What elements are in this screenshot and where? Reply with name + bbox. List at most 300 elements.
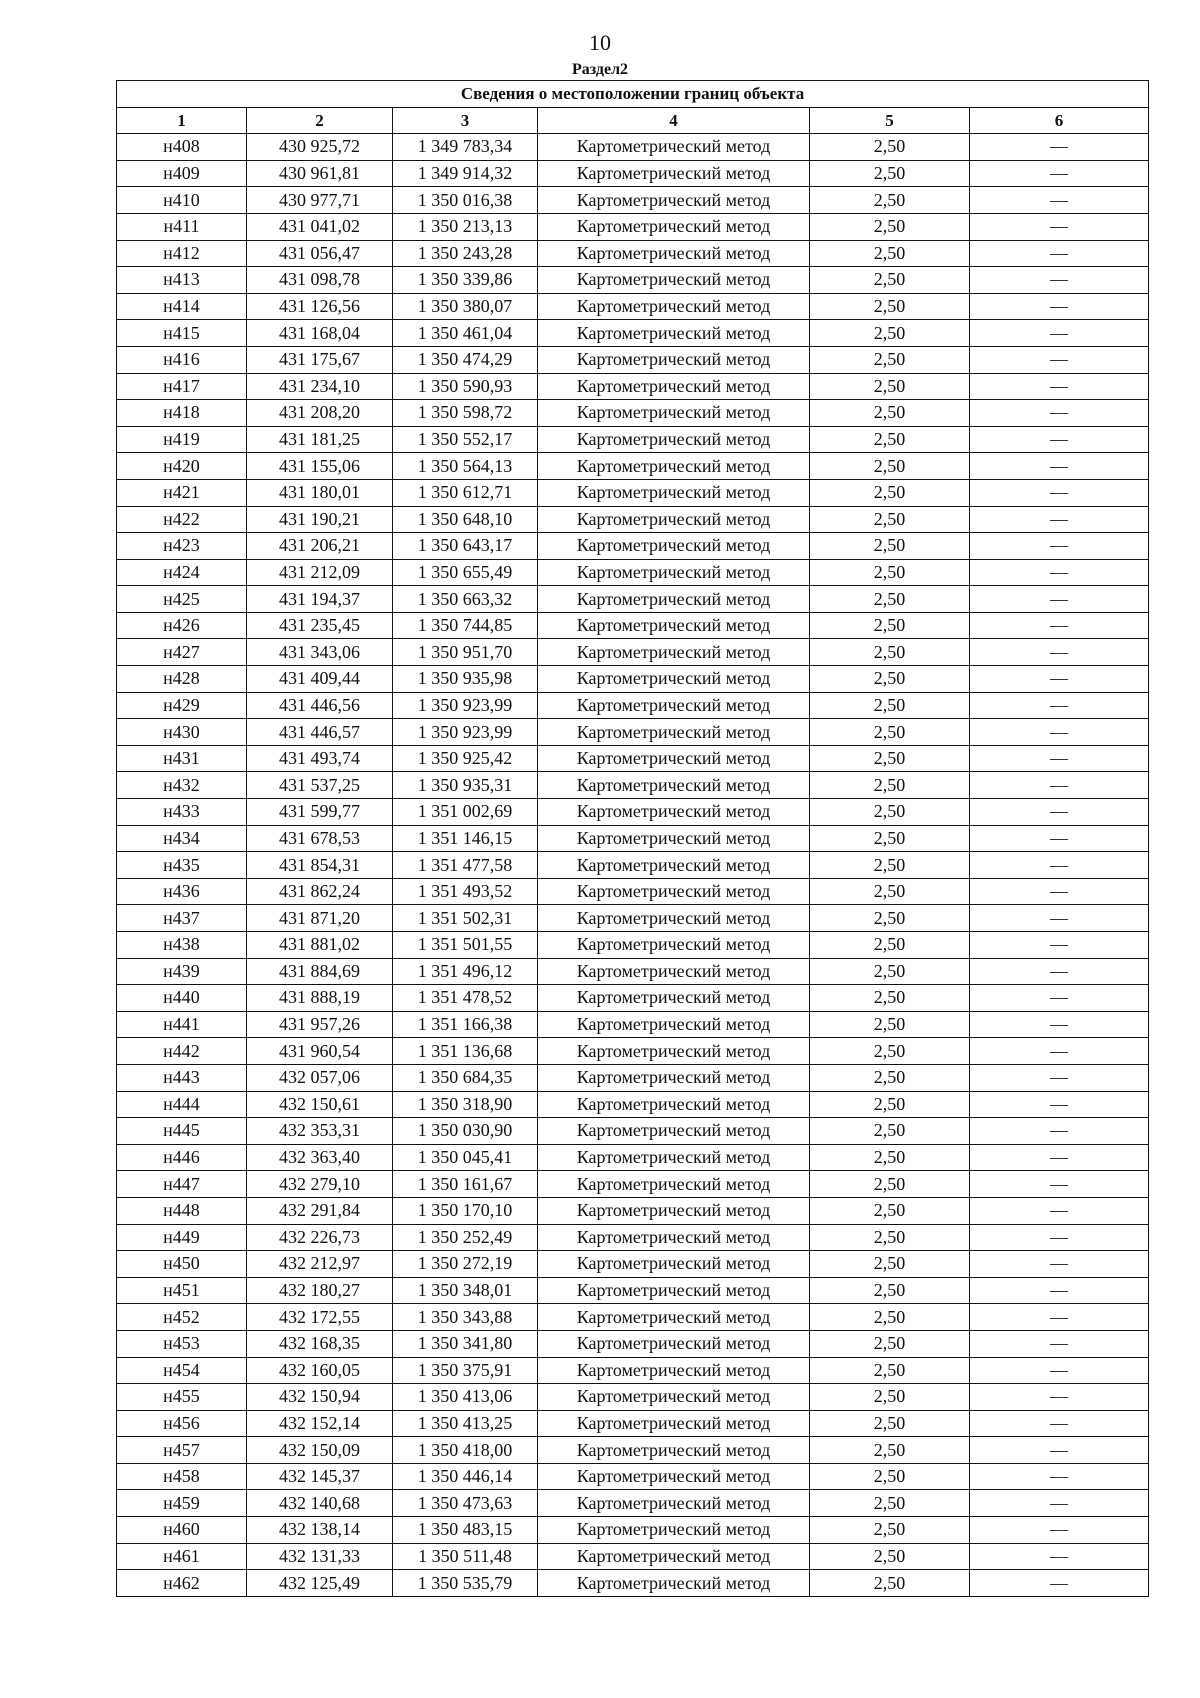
- x-coordinate-cell: 432 150,09: [247, 1437, 393, 1464]
- y-coordinate-cell: 1 350 923,99: [393, 719, 538, 746]
- point-number-cell: н459: [117, 1490, 247, 1517]
- x-coordinate-cell: 432 138,14: [247, 1517, 393, 1544]
- x-coordinate-cell: 430 925,72: [247, 134, 393, 161]
- method-cell: Картометрический метод: [538, 1463, 810, 1490]
- accuracy-cell: 2,50: [810, 1144, 970, 1171]
- accuracy-cell: 2,50: [810, 160, 970, 187]
- note-cell: —: [970, 586, 1149, 613]
- table-row: [117, 1197, 1149, 1224]
- point-number-cell: н423: [117, 533, 247, 560]
- x-coordinate-cell: 430 961,81: [247, 160, 393, 187]
- y-coordinate-cell: 1 350 648,10: [393, 506, 538, 533]
- y-coordinate-cell: 1 350 552,17: [393, 426, 538, 453]
- y-coordinate-cell: 1 351 502,31: [393, 905, 538, 932]
- accuracy-cell: 2,50: [810, 852, 970, 879]
- method-cell: Картометрический метод: [538, 719, 810, 746]
- x-coordinate-cell: 431 884,69: [247, 958, 393, 985]
- point-number-cell: н458: [117, 1463, 247, 1490]
- note-cell: —: [970, 506, 1149, 533]
- method-cell: Картометрический метод: [538, 400, 810, 427]
- y-coordinate-cell: 1 350 535,79: [393, 1570, 538, 1597]
- x-coordinate-cell: 431 206,21: [247, 533, 393, 560]
- point-number-cell: н453: [117, 1330, 247, 1357]
- point-number-cell: н441: [117, 1011, 247, 1038]
- x-coordinate-cell: 432 150,94: [247, 1384, 393, 1411]
- y-coordinate-cell: 1 350 935,31: [393, 772, 538, 799]
- table-row: [117, 612, 1149, 639]
- table-row: [117, 1011, 1149, 1038]
- y-coordinate-cell: 1 350 663,32: [393, 586, 538, 613]
- accuracy-cell: 2,50: [810, 506, 970, 533]
- x-coordinate-cell: 431 881,02: [247, 932, 393, 959]
- x-coordinate-cell: 431 194,37: [247, 586, 393, 613]
- method-cell: Картометрический метод: [538, 612, 810, 639]
- accuracy-cell: 2,50: [810, 666, 970, 693]
- point-number-cell: н462: [117, 1570, 247, 1597]
- point-number-cell: н447: [117, 1171, 247, 1198]
- note-cell: —: [970, 426, 1149, 453]
- method-cell: Картометрический метод: [538, 533, 810, 560]
- note-cell: —: [970, 346, 1149, 373]
- y-coordinate-cell: 1 350 655,49: [393, 559, 538, 586]
- method-cell: Картометрический метод: [538, 1091, 810, 1118]
- table-row: [117, 240, 1149, 267]
- x-coordinate-cell: 431 888,19: [247, 985, 393, 1012]
- accuracy-cell: 2,50: [810, 612, 970, 639]
- method-cell: Картометрический метод: [538, 958, 810, 985]
- y-coordinate-cell: 1 351 002,69: [393, 799, 538, 826]
- page-number: 10: [589, 30, 611, 55]
- y-coordinate-cell: 1 350 598,72: [393, 400, 538, 427]
- y-coordinate-cell: 1 350 413,25: [393, 1410, 538, 1437]
- method-cell: Картометрический метод: [538, 453, 810, 480]
- accuracy-cell: 2,50: [810, 799, 970, 826]
- y-coordinate-cell: 1 350 213,13: [393, 213, 538, 240]
- point-number-cell: н456: [117, 1410, 247, 1437]
- method-cell: Картометрический метод: [538, 1197, 810, 1224]
- table-row: [117, 1091, 1149, 1118]
- y-coordinate-cell: 1 350 473,63: [393, 1490, 538, 1517]
- point-number-cell: н432: [117, 772, 247, 799]
- accuracy-cell: 2,50: [810, 905, 970, 932]
- x-coordinate-cell: 431 446,57: [247, 719, 393, 746]
- method-cell: Картометрический метод: [538, 1357, 810, 1384]
- x-coordinate-cell: 431 854,31: [247, 852, 393, 879]
- y-coordinate-cell: 1 350 612,71: [393, 479, 538, 506]
- method-cell: Картометрический метод: [538, 1144, 810, 1171]
- note-cell: —: [970, 373, 1149, 400]
- table-row: [117, 1517, 1149, 1544]
- point-number-cell: н435: [117, 852, 247, 879]
- x-coordinate-cell: 432 057,06: [247, 1064, 393, 1091]
- note-cell: —: [970, 187, 1149, 214]
- method-cell: Картометрический метод: [538, 985, 810, 1012]
- accuracy-cell: 2,50: [810, 985, 970, 1012]
- accuracy-cell: 2,50: [810, 373, 970, 400]
- accuracy-cell: 2,50: [810, 958, 970, 985]
- x-coordinate-cell: 432 291,84: [247, 1197, 393, 1224]
- column-header-4: 4: [538, 107, 810, 134]
- method-cell: Картометрический метод: [538, 932, 810, 959]
- accuracy-cell: 2,50: [810, 453, 970, 480]
- accuracy-cell: 2,50: [810, 240, 970, 267]
- note-cell: —: [970, 1197, 1149, 1224]
- point-number-cell: н418: [117, 400, 247, 427]
- table-row: [117, 1144, 1149, 1171]
- x-coordinate-cell: 431 181,25: [247, 426, 393, 453]
- point-number-cell: н421: [117, 479, 247, 506]
- accuracy-cell: 2,50: [810, 1357, 970, 1384]
- table-row: [117, 453, 1149, 480]
- table-row: [117, 1463, 1149, 1490]
- point-number-cell: н444: [117, 1091, 247, 1118]
- point-number-cell: н438: [117, 932, 247, 959]
- column-header-5: 5: [810, 107, 970, 134]
- column-number-row: [117, 107, 1149, 134]
- note-cell: —: [970, 772, 1149, 799]
- table-row: [117, 1490, 1149, 1517]
- table-row: [117, 586, 1149, 613]
- method-cell: Картометрический метод: [538, 1064, 810, 1091]
- accuracy-cell: 2,50: [810, 1118, 970, 1145]
- accuracy-cell: 2,50: [810, 346, 970, 373]
- x-coordinate-cell: 432 279,10: [247, 1171, 393, 1198]
- method-cell: Картометрический метод: [538, 745, 810, 772]
- x-coordinate-cell: 432 363,40: [247, 1144, 393, 1171]
- table-row: [117, 1570, 1149, 1597]
- accuracy-cell: 2,50: [810, 213, 970, 240]
- x-coordinate-cell: 431 041,02: [247, 213, 393, 240]
- accuracy-cell: 2,50: [810, 1011, 970, 1038]
- table-row: [117, 692, 1149, 719]
- x-coordinate-cell: 431 343,06: [247, 639, 393, 666]
- x-coordinate-cell: 432 226,73: [247, 1224, 393, 1251]
- method-cell: Картометрический метод: [538, 1543, 810, 1570]
- accuracy-cell: 2,50: [810, 1251, 970, 1278]
- note-cell: —: [970, 400, 1149, 427]
- point-number-cell: н431: [117, 745, 247, 772]
- section-title: Раздел2: [571, 61, 629, 78]
- y-coordinate-cell: 1 350 030,90: [393, 1118, 538, 1145]
- point-number-cell: н419: [117, 426, 247, 453]
- y-coordinate-cell: 1 350 413,06: [393, 1384, 538, 1411]
- y-coordinate-cell: 1 350 170,10: [393, 1197, 538, 1224]
- note-cell: —: [970, 1277, 1149, 1304]
- note-cell: —: [970, 320, 1149, 347]
- table-row: [117, 878, 1149, 905]
- y-coordinate-cell: 1 350 341,80: [393, 1330, 538, 1357]
- y-coordinate-cell: 1 350 951,70: [393, 639, 538, 666]
- table-row: [117, 559, 1149, 586]
- point-number-cell: н411: [117, 213, 247, 240]
- y-coordinate-cell: 1 349 783,34: [393, 134, 538, 161]
- method-cell: Картометрический метод: [538, 506, 810, 533]
- table-row: [117, 506, 1149, 533]
- table-row: [117, 1410, 1149, 1437]
- method-cell: Картометрический метод: [538, 586, 810, 613]
- table-row: [117, 160, 1149, 187]
- method-cell: Картометрический метод: [538, 1570, 810, 1597]
- x-coordinate-cell: 431 957,26: [247, 1011, 393, 1038]
- point-number-cell: н452: [117, 1304, 247, 1331]
- x-coordinate-cell: 432 172,55: [247, 1304, 393, 1331]
- note-cell: —: [970, 1091, 1149, 1118]
- table-row: [117, 799, 1149, 826]
- y-coordinate-cell: 1 350 272,19: [393, 1251, 538, 1278]
- y-coordinate-cell: 1 351 136,68: [393, 1038, 538, 1065]
- table-row: [117, 1064, 1149, 1091]
- accuracy-cell: 2,50: [810, 1171, 970, 1198]
- accuracy-cell: 2,50: [810, 1224, 970, 1251]
- point-number-cell: н442: [117, 1038, 247, 1065]
- method-cell: Картометрический метод: [538, 559, 810, 586]
- method-cell: Картометрический метод: [538, 852, 810, 879]
- point-number-cell: н433: [117, 799, 247, 826]
- x-coordinate-cell: 432 353,31: [247, 1118, 393, 1145]
- point-number-cell: н443: [117, 1064, 247, 1091]
- note-cell: —: [970, 267, 1149, 294]
- point-number-cell: н410: [117, 187, 247, 214]
- accuracy-cell: 2,50: [810, 479, 970, 506]
- table-row: [117, 825, 1149, 852]
- x-coordinate-cell: 432 125,49: [247, 1570, 393, 1597]
- x-coordinate-cell: 432 168,35: [247, 1330, 393, 1357]
- note-cell: —: [970, 932, 1149, 959]
- point-number-cell: н451: [117, 1277, 247, 1304]
- x-coordinate-cell: 432 145,37: [247, 1463, 393, 1490]
- table-row: [117, 320, 1149, 347]
- method-cell: Картометрический метод: [538, 373, 810, 400]
- note-cell: —: [970, 1118, 1149, 1145]
- table-row: [117, 905, 1149, 932]
- x-coordinate-cell: 431 190,21: [247, 506, 393, 533]
- accuracy-cell: 2,50: [810, 1543, 970, 1570]
- accuracy-cell: 2,50: [810, 639, 970, 666]
- accuracy-cell: 2,50: [810, 187, 970, 214]
- y-coordinate-cell: 1 351 496,12: [393, 958, 538, 985]
- accuracy-cell: 2,50: [810, 1490, 970, 1517]
- table-row: [117, 373, 1149, 400]
- note-cell: —: [970, 905, 1149, 932]
- point-number-cell: н425: [117, 586, 247, 613]
- method-cell: Картометрический метод: [538, 1410, 810, 1437]
- table-row: [117, 852, 1149, 879]
- accuracy-cell: 2,50: [810, 426, 970, 453]
- point-number-cell: н428: [117, 666, 247, 693]
- x-coordinate-cell: 432 131,33: [247, 1543, 393, 1570]
- note-cell: —: [970, 745, 1149, 772]
- y-coordinate-cell: 1 351 478,52: [393, 985, 538, 1012]
- method-cell: Картометрический метод: [538, 666, 810, 693]
- table-row: [117, 134, 1149, 161]
- y-coordinate-cell: 1 350 343,88: [393, 1304, 538, 1331]
- x-coordinate-cell: 431 235,45: [247, 612, 393, 639]
- table-row: [117, 1304, 1149, 1331]
- x-coordinate-cell: 432 180,27: [247, 1277, 393, 1304]
- y-coordinate-cell: 1 350 511,48: [393, 1543, 538, 1570]
- accuracy-cell: 2,50: [810, 1330, 970, 1357]
- point-number-cell: н436: [117, 878, 247, 905]
- point-number-cell: н415: [117, 320, 247, 347]
- point-number-cell: н408: [117, 134, 247, 161]
- method-cell: Картометрический метод: [538, 134, 810, 161]
- y-coordinate-cell: 1 350 016,38: [393, 187, 538, 214]
- point-number-cell: н417: [117, 373, 247, 400]
- note-cell: —: [970, 1463, 1149, 1490]
- y-coordinate-cell: 1 350 348,01: [393, 1277, 538, 1304]
- point-number-cell: н445: [117, 1118, 247, 1145]
- x-coordinate-cell: 432 140,68: [247, 1490, 393, 1517]
- method-cell: Картометрический метод: [538, 320, 810, 347]
- accuracy-cell: 2,50: [810, 772, 970, 799]
- accuracy-cell: 2,50: [810, 400, 970, 427]
- method-cell: Картометрический метод: [538, 1251, 810, 1278]
- note-cell: —: [970, 958, 1149, 985]
- note-cell: —: [970, 612, 1149, 639]
- point-number-cell: н430: [117, 719, 247, 746]
- note-cell: —: [970, 692, 1149, 719]
- y-coordinate-cell: 1 350 684,35: [393, 1064, 538, 1091]
- x-coordinate-cell: 431 126,56: [247, 293, 393, 320]
- point-number-cell: н427: [117, 639, 247, 666]
- method-cell: Картометрический метод: [538, 1171, 810, 1198]
- method-cell: Картометрический метод: [538, 1118, 810, 1145]
- note-cell: —: [970, 1410, 1149, 1437]
- x-coordinate-cell: 431 155,06: [247, 453, 393, 480]
- note-cell: —: [970, 213, 1149, 240]
- table-row: [117, 1251, 1149, 1278]
- method-cell: Картометрический метод: [538, 1437, 810, 1464]
- y-coordinate-cell: 1 350 925,42: [393, 745, 538, 772]
- y-coordinate-cell: 1 350 923,99: [393, 692, 538, 719]
- method-cell: Картометрический метод: [538, 1038, 810, 1065]
- accuracy-cell: 2,50: [810, 1570, 970, 1597]
- table-row: [117, 745, 1149, 772]
- y-coordinate-cell: 1 350 339,86: [393, 267, 538, 294]
- x-coordinate-cell: 431 212,09: [247, 559, 393, 586]
- note-cell: —: [970, 1490, 1149, 1517]
- accuracy-cell: 2,50: [810, 1410, 970, 1437]
- accuracy-cell: 2,50: [810, 1517, 970, 1544]
- table-row: [117, 1384, 1149, 1411]
- y-coordinate-cell: 1 350 418,00: [393, 1437, 538, 1464]
- method-cell: Картометрический метод: [538, 346, 810, 373]
- accuracy-cell: 2,50: [810, 134, 970, 161]
- note-cell: —: [970, 134, 1149, 161]
- accuracy-cell: 2,50: [810, 559, 970, 586]
- y-coordinate-cell: 1 349 914,32: [393, 160, 538, 187]
- method-cell: Картометрический метод: [538, 639, 810, 666]
- x-coordinate-cell: 431 493,74: [247, 745, 393, 772]
- x-coordinate-cell: 431 409,44: [247, 666, 393, 693]
- accuracy-cell: 2,50: [810, 878, 970, 905]
- point-number-cell: н450: [117, 1251, 247, 1278]
- table-row: [117, 533, 1149, 560]
- point-number-cell: н437: [117, 905, 247, 932]
- point-number-cell: н454: [117, 1357, 247, 1384]
- method-cell: Картометрический метод: [538, 692, 810, 719]
- method-cell: Картометрический метод: [538, 799, 810, 826]
- note-cell: —: [970, 453, 1149, 480]
- y-coordinate-cell: 1 350 590,93: [393, 373, 538, 400]
- y-coordinate-cell: 1 351 477,58: [393, 852, 538, 879]
- point-number-cell: н429: [117, 692, 247, 719]
- accuracy-cell: 2,50: [810, 1277, 970, 1304]
- method-cell: Картометрический метод: [538, 1490, 810, 1517]
- table-row: [117, 426, 1149, 453]
- accuracy-cell: 2,50: [810, 932, 970, 959]
- table-row: [117, 1277, 1149, 1304]
- table-caption: Сведения о местоположении границ объекта: [117, 81, 1149, 108]
- method-cell: Картометрический метод: [538, 905, 810, 932]
- point-number-cell: н434: [117, 825, 247, 852]
- accuracy-cell: 2,50: [810, 719, 970, 746]
- x-coordinate-cell: 431 180,01: [247, 479, 393, 506]
- column-header-1: 1: [117, 107, 247, 134]
- table-row: [117, 293, 1149, 320]
- note-cell: —: [970, 825, 1149, 852]
- note-cell: —: [970, 1224, 1149, 1251]
- y-coordinate-cell: 1 350 446,14: [393, 1463, 538, 1490]
- method-cell: Картометрический метод: [538, 213, 810, 240]
- y-coordinate-cell: 1 350 380,07: [393, 293, 538, 320]
- method-cell: Картометрический метод: [538, 1517, 810, 1544]
- y-coordinate-cell: 1 350 375,91: [393, 1357, 538, 1384]
- x-coordinate-cell: 431 234,10: [247, 373, 393, 400]
- note-cell: —: [970, 160, 1149, 187]
- column-header-2: 2: [247, 107, 393, 134]
- table-row: [117, 400, 1149, 427]
- method-cell: Картометрический метод: [538, 187, 810, 214]
- x-coordinate-cell: 432 152,14: [247, 1410, 393, 1437]
- accuracy-cell: 2,50: [810, 320, 970, 347]
- x-coordinate-cell: 431 599,77: [247, 799, 393, 826]
- table-row: [117, 639, 1149, 666]
- table-row: [117, 1330, 1149, 1357]
- accuracy-cell: 2,50: [810, 1384, 970, 1411]
- point-number-cell: н426: [117, 612, 247, 639]
- point-number-cell: н422: [117, 506, 247, 533]
- accuracy-cell: 2,50: [810, 692, 970, 719]
- method-cell: Картометрический метод: [538, 267, 810, 294]
- note-cell: —: [970, 985, 1149, 1012]
- note-cell: —: [970, 1011, 1149, 1038]
- method-cell: Картометрический метод: [538, 240, 810, 267]
- accuracy-cell: 2,50: [810, 533, 970, 560]
- note-cell: —: [970, 293, 1149, 320]
- note-cell: —: [970, 639, 1149, 666]
- note-cell: —: [970, 559, 1149, 586]
- note-cell: —: [970, 1038, 1149, 1065]
- x-coordinate-cell: 431 862,24: [247, 878, 393, 905]
- x-coordinate-cell: 431 098,78: [247, 267, 393, 294]
- note-cell: —: [970, 666, 1149, 693]
- x-coordinate-cell: 430 977,71: [247, 187, 393, 214]
- point-number-cell: н416: [117, 346, 247, 373]
- accuracy-cell: 2,50: [810, 1064, 970, 1091]
- accuracy-cell: 2,50: [810, 293, 970, 320]
- note-cell: —: [970, 1330, 1149, 1357]
- point-number-cell: н414: [117, 293, 247, 320]
- note-cell: —: [970, 799, 1149, 826]
- point-number-cell: н461: [117, 1543, 247, 1570]
- method-cell: Картометрический метод: [538, 825, 810, 852]
- x-coordinate-cell: 431 537,25: [247, 772, 393, 799]
- note-cell: —: [970, 878, 1149, 905]
- note-cell: —: [970, 1384, 1149, 1411]
- method-cell: Картометрический метод: [538, 160, 810, 187]
- x-coordinate-cell: 432 150,61: [247, 1091, 393, 1118]
